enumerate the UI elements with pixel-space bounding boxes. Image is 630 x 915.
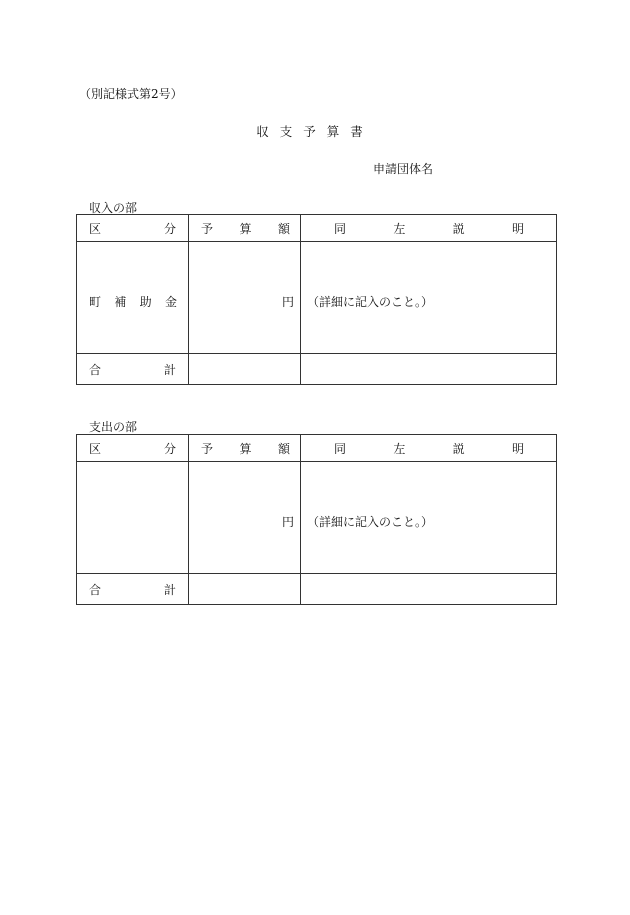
income-category-cell[interactable] xyxy=(77,242,189,354)
income-amount-cell[interactable] xyxy=(189,242,301,354)
item-char: 金 xyxy=(164,295,177,309)
total-char: 計 xyxy=(163,362,176,377)
header-char: 明 xyxy=(511,221,524,236)
income-total-description-cell[interactable] xyxy=(301,354,557,385)
item-char: 補 xyxy=(114,295,127,309)
title-char: 支 xyxy=(279,124,304,139)
expense-total-label-cell xyxy=(77,574,189,605)
header-char: 算 xyxy=(239,221,252,236)
title-char: 書 xyxy=(350,124,374,139)
document-title xyxy=(0,122,630,140)
header-char: 分 xyxy=(163,221,176,236)
header-char: 予 xyxy=(201,441,214,456)
header-char: 区 xyxy=(89,221,102,236)
form-number-label: （別記様式第2号） xyxy=(79,87,183,101)
amount-header xyxy=(189,435,301,462)
applicant-name-label: 申請団体名 xyxy=(373,162,434,176)
header-char: 区 xyxy=(89,441,102,456)
expense-description-cell[interactable] xyxy=(301,462,557,574)
expense-total-row xyxy=(77,574,557,605)
income-total-amount-cell[interactable] xyxy=(189,354,301,385)
expense-table xyxy=(76,434,557,605)
category-header xyxy=(77,215,189,242)
title-char: 算 xyxy=(326,124,351,139)
header-char: 明 xyxy=(511,441,524,456)
header-char: 額 xyxy=(277,221,290,236)
description-header xyxy=(301,435,557,462)
header-char: 予 xyxy=(201,221,214,236)
header-char: 同 xyxy=(334,441,347,456)
header-char: 分 xyxy=(163,441,176,456)
expense-item-row xyxy=(77,462,557,574)
description-header xyxy=(301,215,557,242)
total-char: 合 xyxy=(89,362,102,377)
header-char: 左 xyxy=(393,441,406,456)
amount-header xyxy=(189,215,301,242)
income-item-row xyxy=(77,242,557,354)
yen-unit: 円 xyxy=(281,515,294,529)
income-section-heading: 収入の部 xyxy=(89,201,138,215)
header-char: 算 xyxy=(239,441,252,456)
title-char: 収 xyxy=(256,124,280,139)
description-note: （詳細に記入のこと。） xyxy=(307,515,434,529)
header-char: 左 xyxy=(393,221,406,236)
income-header-row xyxy=(77,215,557,242)
income-table xyxy=(76,214,557,385)
expense-total-description-cell[interactable] xyxy=(301,574,557,605)
expense-header-row xyxy=(77,435,557,462)
income-total-label-cell xyxy=(77,354,189,385)
item-char: 助 xyxy=(139,295,152,309)
total-char: 合 xyxy=(89,582,102,597)
category-header xyxy=(77,435,189,462)
income-total-row xyxy=(77,354,557,385)
total-char: 計 xyxy=(163,582,176,597)
header-char: 説 xyxy=(452,221,465,236)
header-char: 同 xyxy=(334,221,347,236)
expense-section-heading: 支出の部 xyxy=(89,420,138,434)
description-note: （詳細に記入のこと。） xyxy=(307,295,434,309)
expense-amount-cell[interactable] xyxy=(189,462,301,574)
income-description-cell[interactable] xyxy=(301,242,557,354)
expense-category-cell[interactable] xyxy=(77,462,189,574)
expense-total-amount-cell[interactable] xyxy=(189,574,301,605)
header-char: 説 xyxy=(452,441,465,456)
title-char: 予 xyxy=(303,124,327,139)
item-char: 町 xyxy=(89,295,102,309)
header-char: 額 xyxy=(277,441,290,456)
yen-unit: 円 xyxy=(281,295,294,309)
